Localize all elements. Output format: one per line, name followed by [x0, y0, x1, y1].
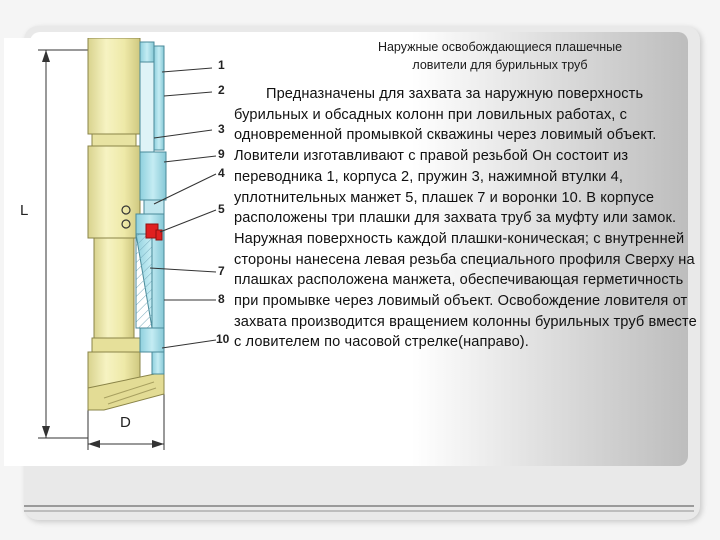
callout-number: 8: [218, 292, 225, 306]
arrow-icon: [42, 50, 50, 62]
divider-line: [24, 510, 694, 512]
callout-number: 1: [218, 58, 225, 72]
title-line: ловители для бурильных труб: [412, 58, 588, 73]
arrow-icon: [88, 440, 100, 448]
fishing-tool-svg: [4, 38, 266, 466]
callout-number: 10: [216, 332, 230, 346]
callout-number: 9: [218, 147, 225, 161]
callout-number: 2: [218, 83, 225, 97]
description-text: [234, 84, 698, 353]
arrow-icon: [152, 440, 164, 448]
dimension-label-L: L: [20, 202, 29, 219]
fishing-tool-drawing: [4, 38, 266, 466]
callout-number: 4: [218, 166, 225, 180]
slide-title: [310, 38, 690, 74]
dimension-label-D: D: [120, 414, 131, 431]
callout-number: 5: [218, 202, 225, 216]
callout-number: 7: [218, 264, 225, 278]
divider-line: [24, 505, 694, 507]
description-paragraph: Предназначены для захвата за наружную поверхность бурильных и обсадных колонн при ловильных работах, с одновременной промывкой скважины через ловимый объект. Ловители изготавливают с правой резьбой Он состоит из переводника 1, корпуса 2, пружин 3, нажимной втулки 4, уплотнительных манжет 5, плашек 7 и воронки 10. В корпусе расположены три плашки для захвата труб за муфту или замок. Наружная поверхность каждой плашки-коническая; с внутренней стороны нанесена левая резьба специального профиля Сверху на плашках расположена манжета, обеспечивающая герметичность при промывке через ловимый объект. Освобождение ловителя от захвата производится вращением колонны бурильных труб вместе с ловителем по часовой стрелке(направо).: [234, 86, 697, 351]
arrow-icon: [42, 426, 50, 438]
callout-number: 3: [218, 122, 225, 136]
title-line: Наружные освобождающиеся плашечные: [377, 40, 623, 54]
